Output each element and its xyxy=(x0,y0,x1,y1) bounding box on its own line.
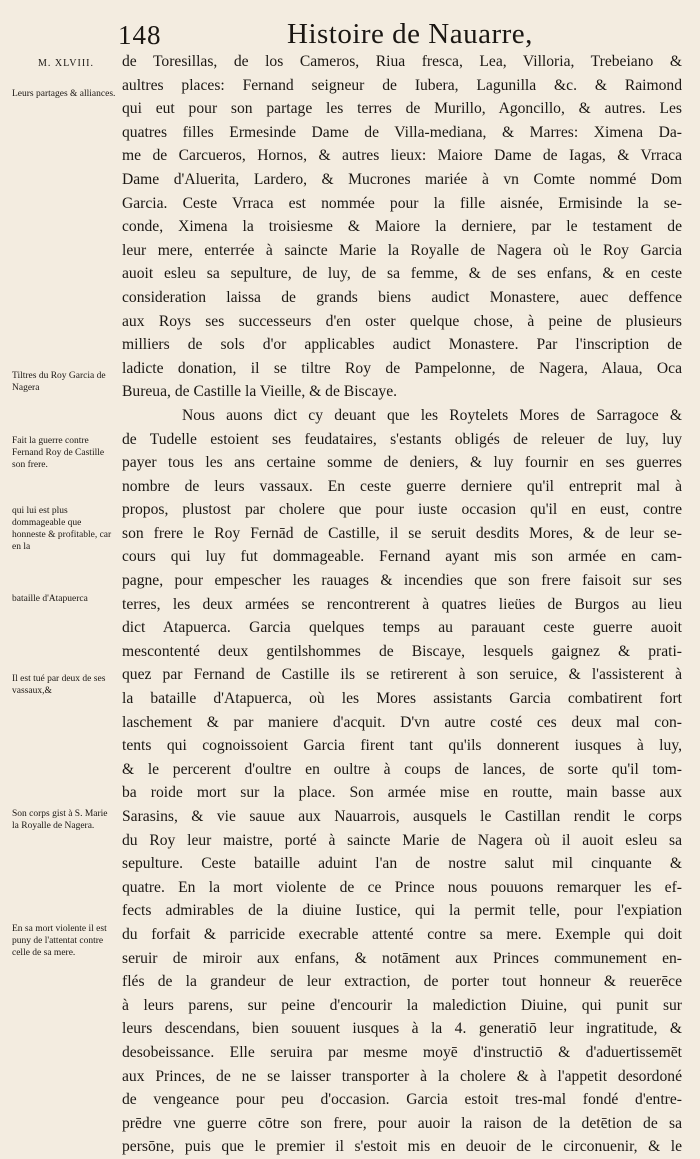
text-line: seruir de miroir aux enfans, & notāment aux Princes communement en- xyxy=(122,949,682,967)
text-line: Sarasins, & vie sauue aux Nauarrois, ausquels le Castillan rendit le corps xyxy=(122,808,682,825)
text-line: ba roide mort sur la place. Son armée mise en routte, main basse aux xyxy=(122,784,682,802)
margin-note: Fait la guerre contre Fernand Roy de Castille son frere. xyxy=(12,436,105,470)
text-line: la bataille d'Atapuerca, où les Mores assistants Garcia combatirent fort xyxy=(122,690,682,708)
text-line: flés de la grandeur de leur extraction, de porter tout honneur & reuerēce xyxy=(122,973,682,991)
text-line: terres, les deux armées se rencontrerent à quatres lieües de Burgos au lieu xyxy=(122,595,682,613)
text-line: persōne, puis que le premier il s'estoit mis en deuoir de le circonuenir, & le xyxy=(122,1138,682,1156)
margin-note: bataille d'Atapuerca xyxy=(12,594,88,604)
text-line: aux Roys ses successeurs d'en oster quelque chose, à peine de plusieurs xyxy=(122,312,682,330)
text-line: laschement & par maniere d'acquit. D'vn autre costé ces deux mal con- xyxy=(122,713,682,731)
text-line: conde, Ximena la troisiesme & Maiore la derniere, par le testament de xyxy=(122,218,682,236)
text-line: quez par Fernand de Castille ils se retirerent à son seruice, & l'assisterent à xyxy=(122,666,682,684)
text-line: quatres filles Ermesinde Dame de Villa-mediana, & Marres: Ximena Da- xyxy=(122,123,682,141)
text-line: du forfait & parricide execrable attenté contre sa mere. Exemple qui doit xyxy=(122,925,682,943)
text-line: aultres places: Fernand seigneur de Iubera, Lagunilla &c. & Raimond xyxy=(122,76,682,94)
text-line: consideration laissa de grands biens audict Monastere, auec deffence xyxy=(122,288,682,306)
text-line: Garcia. Ceste Vrraca est nommée pour la fille aisnée, Ermisinde la se- xyxy=(122,194,682,212)
text-line: payer tous les ans certaine somme de deniers, & luy fournir en ses guerres xyxy=(122,454,682,472)
text-line: prēdre vne guerre cōtre son frere, pour auoir la raison de la detētion de sa xyxy=(122,1114,682,1132)
text-line: milliers de sols d'or applicables audict Monastere. Par l'inscription de xyxy=(122,336,682,354)
text-line: aux Princes, de ne se laisser transporter à la cholere & à l'appetit desordoné xyxy=(122,1067,682,1085)
text-line: pagne, pour empescher les rauages & incendies que son frere faisoit sur ses xyxy=(122,572,682,590)
text-line: fects admirables de la diuine Iustice, qui la permit telle, pour l'expiation xyxy=(122,902,682,920)
margin-note: Tiltres du Roy Garcia de Nagera xyxy=(12,371,106,393)
text-line: de vengeance pour peu d'occasion. Garcia estoit tres-mal fondé d'entre- xyxy=(122,1091,682,1109)
text-line: ladicte donation, il se tiltre Roy de Pampelonne, de Nagera, Alaua, Oca xyxy=(122,359,682,377)
margin-note: Il est tué par deux de ses vassaux,& xyxy=(12,674,106,696)
text-line: quatre. En la mort violente de ce Prince nous pouuons remarquer les ef- xyxy=(122,878,682,896)
marginalia-column xyxy=(12,0,118,1158)
text-line: dict Atapuerca. Garcia quelques temps au parauant ceste guerre auoit xyxy=(122,619,682,637)
text-line: mescontenté deux gentilshommes de Biscaye, lesquels gaignez & prati- xyxy=(122,642,682,660)
paragraph-start-line: Nous auons dict cy deuant que les Roytelets Mores de Sarragoce & xyxy=(182,406,682,424)
running-title: Histoire de Nauarre, xyxy=(287,18,533,50)
text-line: me de Carcueros, Hornos, & autres lieux: Maiore Dame de Iagas, & Vrraca xyxy=(122,147,682,165)
margin-note: Son corps gist à S. Marie la Royalle de Nagera. xyxy=(12,809,108,831)
main-text xyxy=(122,50,682,1159)
margin-note: En sa mort violente il est puny de l'attentat contre celle de sa mere. xyxy=(12,924,107,958)
text-line: leur mere, enterrée à saincte Marie la Royalle de Nagera où le Roy Garcia xyxy=(122,241,682,259)
text-line: Dame d'Aluerita, Lardero, & Mucrones mariée à vn Comte nommé Dom xyxy=(122,170,682,188)
text-line: nombre de leurs vassaux. En ceste guerre derniere qu'il entreprit mal à xyxy=(122,477,682,495)
text-line: & le percerent d'oultre en oultre à coups de lances, de sorte qu'il tom- xyxy=(122,760,682,778)
page-number: 148 xyxy=(118,20,162,50)
margin-note: Leurs partages & alliances. xyxy=(12,89,116,99)
text-line: auoit esleu sa sepulture, de luy, de sa femme, & de ses enfans, & en ceste xyxy=(122,265,682,283)
text-line: qui eut pour son partage les terres de Murillo, Agoncillo, & autres. Les xyxy=(122,100,682,118)
margin-year: M. XLVIII. xyxy=(38,58,95,69)
text-line: sepulture. Ceste bataille aduint l'an de nostre salut mil cinquante & xyxy=(122,855,682,873)
text-line: du Roy leur maistre, porté à saincte Marie de Nagera où il auoit esleu sa xyxy=(122,831,682,849)
text-line: propos, plustost par cholere que pour iuste occasion qu'il en eust, contre xyxy=(122,501,682,519)
margin-note: qui lui est plus dommageable que honneste & profitable, car en la xyxy=(12,506,112,552)
text-line: à leurs parens, sur peine d'encourir la malediction Diuine, qui punit sur xyxy=(122,996,682,1014)
text-line: Bureua, de Castille la Vieille, & de Biscaye. xyxy=(122,383,398,401)
text-line: de Tudelle estoient ses feudataires, s'estants obligés de releuer de luy, luy xyxy=(122,430,682,448)
text-line: cours qui luy fut dommageable. Fernand ayant mis son armée en cam- xyxy=(122,548,682,566)
text-line: desobeissance. Elle seruira par mesme moyē d'instructiō & d'aduertissemēt xyxy=(122,1043,682,1061)
text-line: de Toresillas, de los Cameros, Riua fresca, Lea, Villoria, Trebeiano & xyxy=(122,53,682,70)
text-line: tents qui cognoissoient Garcia firent tant qu'ils donnerent iusques à luy, xyxy=(122,737,682,755)
text-line: leurs descendans, bien souuent iusques à la 4. generatiō leur ingratitude, & xyxy=(122,1020,682,1038)
text-line: son frere le Roy Fernād de Castille, il se seruit desdits Mores, & de leur se- xyxy=(122,524,682,542)
